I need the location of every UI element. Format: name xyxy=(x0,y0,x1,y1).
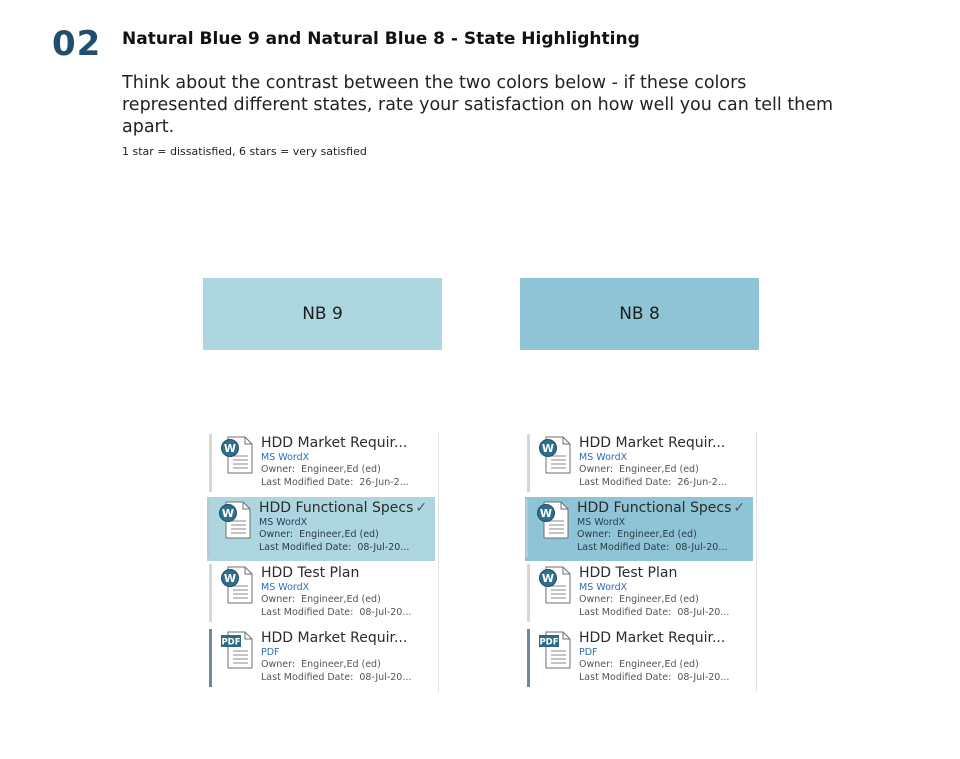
swatch-label: NB 9 xyxy=(302,304,343,324)
item-accent-bar xyxy=(209,629,212,687)
svg-text:W: W xyxy=(221,507,235,520)
document-item-selected[interactable] xyxy=(525,497,753,561)
document-date: Last Modified Date: 26-Jun-2... xyxy=(579,476,727,488)
word-icon xyxy=(221,436,253,472)
document-type: PDF xyxy=(261,647,280,658)
item-accent-bar xyxy=(527,434,530,492)
item-accent-bar xyxy=(209,564,212,622)
document-date: Last Modified Date: 08-Jul-20... xyxy=(259,541,410,553)
word-icon xyxy=(539,566,571,602)
document-item[interactable] xyxy=(209,627,435,689)
word-icon xyxy=(537,501,569,537)
checkmark-icon: ✓ xyxy=(733,500,746,516)
document-item[interactable] xyxy=(209,562,435,624)
item-accent-bar xyxy=(209,434,212,492)
document-name: HDD Market Requir... xyxy=(261,435,408,451)
swatch-nb9 xyxy=(203,278,442,350)
document-item-selected[interactable] xyxy=(207,497,435,561)
document-type: MS WordX xyxy=(579,452,628,463)
document-owner: Owner: Engineer,Ed (ed) xyxy=(261,464,381,475)
document-owner: Owner: Engineer,Ed (ed) xyxy=(579,594,699,605)
document-date: Last Modified Date: 08-Jul-20... xyxy=(261,606,412,618)
question-title: Natural Blue 9 and Natural Blue 8 - State Highlighting xyxy=(122,29,640,49)
question-description: Think about the contrast between the two colors below - if these colors represented different states, rate your satisfaction on how well you can tell them apart. xyxy=(122,73,834,137)
svg-text:W: W xyxy=(539,507,553,520)
document-type: MS WordX xyxy=(261,582,310,593)
svg-text:PDF: PDF xyxy=(539,637,559,648)
word-icon xyxy=(221,566,253,602)
document-item[interactable] xyxy=(527,432,753,494)
question-number: 02 xyxy=(52,24,102,64)
document-date: Last Modified Date: 08-Jul-20... xyxy=(579,606,730,618)
document-type: MS WordX xyxy=(261,452,310,463)
document-type: PDF xyxy=(579,647,598,658)
item-accent-bar xyxy=(527,564,530,622)
document-owner: Owner: Engineer,Ed (ed) xyxy=(259,529,379,540)
item-accent-bar xyxy=(525,499,528,557)
item-accent-bar xyxy=(207,499,210,557)
document-name: HDD Test Plan xyxy=(261,565,360,581)
document-list-nb9 xyxy=(209,432,439,692)
document-date: Last Modified Date: 26-Jun-2... xyxy=(261,476,409,488)
pdf-icon xyxy=(221,631,253,667)
swatch-label: NB 8 xyxy=(619,304,660,324)
document-owner: Owner: Engineer,Ed (ed) xyxy=(261,659,381,670)
svg-text:W: W xyxy=(541,572,555,585)
svg-text:PDF: PDF xyxy=(221,637,241,648)
document-type: MS WordX xyxy=(259,517,308,528)
item-accent-bar xyxy=(527,629,530,687)
document-type: MS WordX xyxy=(577,517,626,528)
document-name: HDD Market Requir... xyxy=(261,630,408,646)
document-list-nb8 xyxy=(527,432,757,692)
document-owner: Owner: Engineer,Ed (ed) xyxy=(577,529,697,540)
document-date: Last Modified Date: 08-Jul-20... xyxy=(579,671,730,683)
rating-scale-note: 1 star = dissatisfied, 6 stars = very satisfied xyxy=(122,145,367,158)
document-name: HDD Market Requir... xyxy=(579,435,726,451)
document-date: Last Modified Date: 08-Jul-20... xyxy=(577,541,728,553)
document-date: Last Modified Date: 08-Jul-20... xyxy=(261,671,412,683)
svg-text:W: W xyxy=(223,572,237,585)
document-owner: Owner: Engineer,Ed (ed) xyxy=(261,594,381,605)
pdf-icon xyxy=(539,631,571,667)
document-item[interactable] xyxy=(209,432,435,494)
document-owner: Owner: Engineer,Ed (ed) xyxy=(579,659,699,670)
document-item[interactable] xyxy=(527,562,753,624)
checkmark-icon: ✓ xyxy=(415,500,428,516)
document-owner: Owner: Engineer,Ed (ed) xyxy=(579,464,699,475)
document-name: HDD Functional Specs xyxy=(259,500,414,516)
swatch-nb8 xyxy=(520,278,759,350)
document-name: HDD Test Plan xyxy=(579,565,678,581)
word-icon xyxy=(219,501,251,537)
word-icon xyxy=(539,436,571,472)
document-type: MS WordX xyxy=(579,582,628,593)
document-name: HDD Market Requir... xyxy=(579,630,726,646)
svg-text:W: W xyxy=(223,442,237,455)
document-name: HDD Functional Specs xyxy=(577,500,732,516)
svg-text:W: W xyxy=(541,442,555,455)
document-item[interactable] xyxy=(527,627,753,689)
